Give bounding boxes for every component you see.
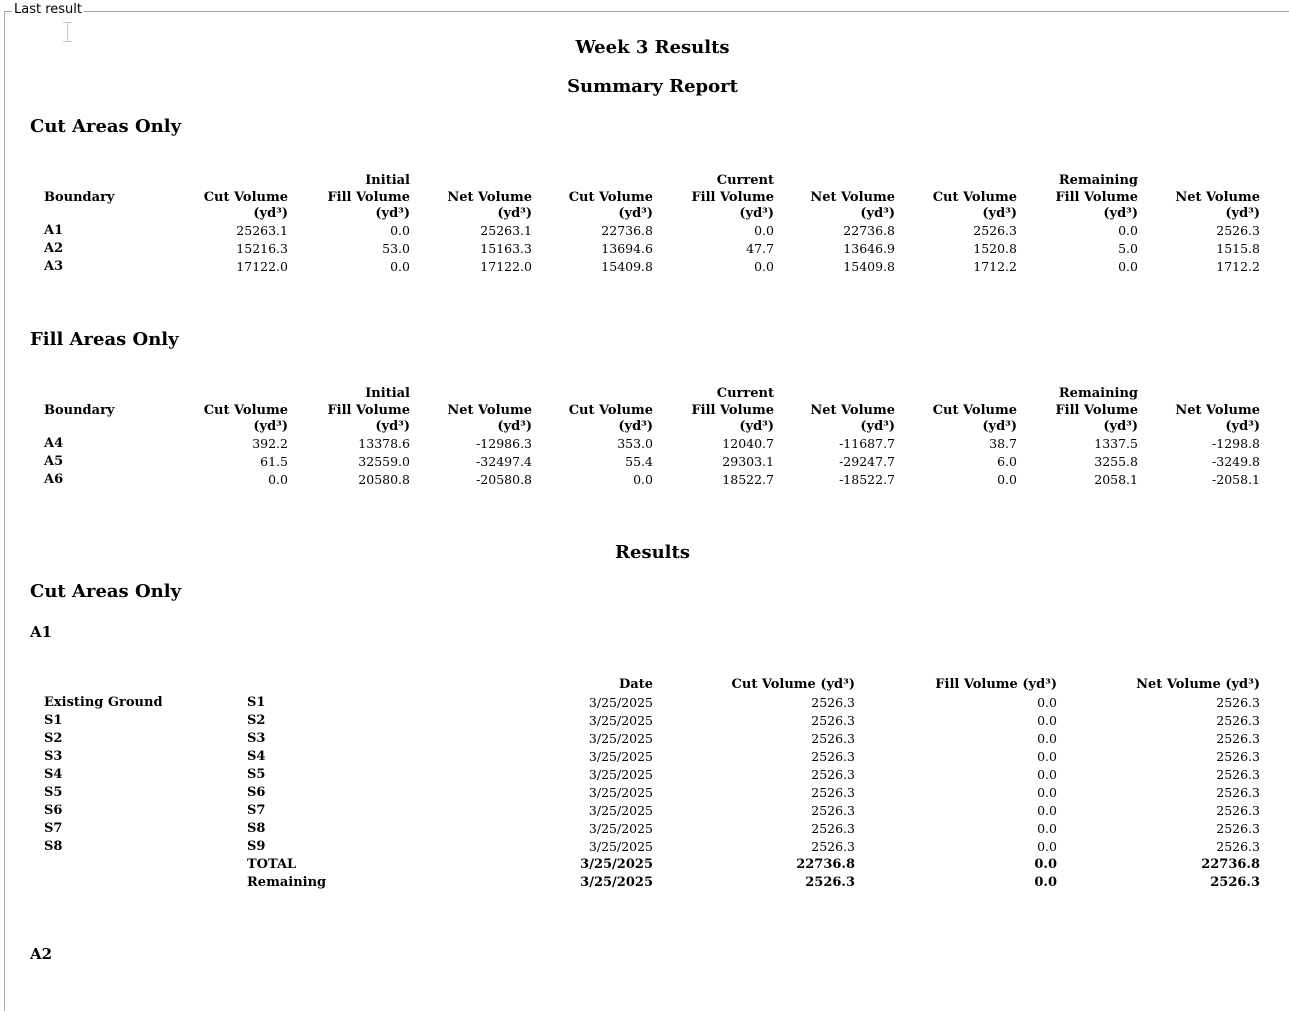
value-cell: 0.0: [997, 472, 1017, 487]
fill-volume-cell: 0.0: [1037, 695, 1057, 710]
value-cell: 18522.7: [722, 472, 774, 487]
boundary-header: Boundary: [44, 190, 115, 205]
net-volume-cell: 2526.3: [1216, 839, 1260, 854]
net-volume-cell: 2526.3: [1216, 767, 1260, 782]
value-cell: 1515.8: [1216, 241, 1260, 256]
value-cell: 1712.2: [1216, 259, 1260, 274]
total-cut: 22736.8: [796, 857, 855, 872]
results-cut-heading: Cut Areas Only: [30, 581, 182, 602]
column-header: Cut Volume: [932, 403, 1017, 418]
value-cell: 29303.1: [722, 454, 774, 469]
value-cell: 1337.5: [1094, 436, 1138, 451]
net-volume-cell: 2526.3: [1216, 803, 1260, 818]
table-row: [44, 838, 1260, 856]
value-cell: 13694.6: [601, 241, 653, 256]
column-header: Fill Volume: [691, 190, 774, 205]
boundary-header: Boundary: [44, 403, 115, 418]
to-surface: S8: [247, 821, 266, 836]
table-row: [44, 258, 1260, 276]
value-cell: -1298.8: [1212, 436, 1260, 451]
to-surface: S4: [247, 749, 266, 764]
to-surface: S9: [247, 839, 266, 854]
value-cell: 25263.1: [236, 223, 288, 238]
from-surface: S3: [44, 749, 63, 764]
value-cell: 5.0: [1118, 241, 1138, 256]
table-row: [44, 222, 1260, 240]
value-cell: 0.0: [754, 223, 774, 238]
group-header-cell: [410, 385, 532, 402]
value-cell: 0.0: [390, 259, 410, 274]
group-header-cell: [774, 385, 895, 402]
table-row: [44, 453, 1260, 471]
value-cell: 38.7: [989, 436, 1017, 451]
date-cell: 3/25/2025: [588, 821, 653, 836]
cut-volume-cell: 2526.3: [811, 767, 855, 782]
fill-volume-cell: 0.0: [1037, 749, 1057, 764]
unit-header: (yd³): [497, 419, 532, 434]
table-row: [44, 820, 1260, 838]
date-cell: 3/25/2025: [588, 713, 653, 728]
cut-volume-cell: 2526.3: [811, 785, 855, 800]
group-header-cell: [1138, 385, 1260, 402]
value-cell: 12040.7: [722, 436, 774, 451]
group-header-cell: Initial: [365, 173, 410, 188]
column-header: Fill Volume: [691, 403, 774, 418]
unit-header: (yd³): [1225, 206, 1260, 221]
value-cell: 0.0: [1118, 259, 1138, 274]
value-cell: 2526.3: [973, 223, 1017, 238]
value-cell: 17122.0: [236, 259, 288, 274]
total-fill: 0.0: [1034, 875, 1057, 890]
fill-volume-cell: 0.0: [1037, 767, 1057, 782]
boundary-name: A1: [44, 223, 64, 238]
table-row: [44, 748, 1260, 766]
column-header-row: [44, 402, 1260, 419]
value-cell: 22736.8: [601, 223, 653, 238]
boundary-name: A5: [44, 454, 64, 469]
column-header: Fill Volume: [1055, 190, 1138, 205]
column-header: Fill Volume: [327, 190, 410, 205]
value-cell: 15216.3: [236, 241, 288, 256]
column-header: Net Volume: [810, 190, 895, 205]
value-cell: -11687.7: [839, 436, 895, 451]
column-header-row: [44, 189, 1260, 206]
net-volume-cell: 2526.3: [1216, 821, 1260, 836]
results-heading: Results: [615, 542, 690, 563]
value-cell: -20580.8: [476, 472, 532, 487]
value-cell: 1520.8: [973, 241, 1017, 256]
date-cell: 3/25/2025: [588, 803, 653, 818]
total-row: [44, 874, 1260, 892]
cut-volume-cell: 2526.3: [811, 749, 855, 764]
cut-volume-cell: 2526.3: [811, 695, 855, 710]
unit-header: (yd³): [1103, 419, 1138, 434]
group-header-cell: [166, 172, 288, 189]
group-header-cell: [532, 172, 653, 189]
value-cell: 53.0: [382, 241, 410, 256]
value-cell: 17122.0: [480, 259, 532, 274]
unit-header: (yd³): [618, 206, 653, 221]
total-spacer: [44, 874, 247, 892]
cut-summary-table: [44, 172, 1260, 276]
column-header: Fill Volume: [327, 403, 410, 418]
column-header: Net Volume: [1175, 190, 1260, 205]
boundary-name: A4: [44, 436, 64, 451]
unit-header: (yd³): [739, 206, 774, 221]
unit-header-row: [44, 206, 1260, 222]
to-surface: S2: [247, 713, 266, 728]
unit-header: (yd³): [253, 419, 288, 434]
header-spacer: [44, 385, 166, 402]
net-volume-cell: 2526.3: [1216, 713, 1260, 728]
table-row: [44, 435, 1260, 453]
a1-title: A1: [30, 623, 53, 641]
value-cell: 353.0: [617, 436, 653, 451]
group-header-row: [44, 172, 1260, 189]
table-row: [44, 766, 1260, 784]
unit-header: (yd³): [860, 206, 895, 221]
fill-summary-heading: Fill Areas Only: [30, 329, 179, 350]
date-cell: 3/25/2025: [588, 695, 653, 710]
group-header-cell: Initial: [365, 386, 410, 401]
from-surface: S4: [44, 767, 63, 782]
value-cell: 2058.1: [1094, 472, 1138, 487]
value-cell: 2526.3: [1216, 223, 1260, 238]
column-header: Net Volume: [1175, 403, 1260, 418]
value-cell: 55.4: [625, 454, 653, 469]
value-cell: 15163.3: [480, 241, 532, 256]
total-date: 3/25/2025: [580, 857, 653, 872]
group-header-cell: [166, 385, 288, 402]
value-cell: -32497.4: [476, 454, 532, 469]
group-header-cell: Current: [716, 173, 774, 188]
column-header: Cut Volume: [932, 190, 1017, 205]
table-row: [44, 240, 1260, 258]
panel-legend: Last result: [14, 2, 82, 17]
header-spacer: [44, 676, 247, 694]
column-header: Net Volume: [447, 190, 532, 205]
unit-header: (yd³): [1103, 206, 1138, 221]
column-header: Cut Volume: [568, 190, 653, 205]
unit-header: (yd³): [253, 206, 288, 221]
value-cell: -18522.7: [839, 472, 895, 487]
to-surface: S5: [247, 767, 266, 782]
total-net: 2526.3: [1210, 875, 1260, 890]
total-net: 22736.8: [1201, 857, 1260, 872]
unit-header: (yd³): [982, 206, 1017, 221]
table-row: [44, 784, 1260, 802]
value-cell: 13378.6: [358, 436, 410, 451]
unit-header: (yd³): [860, 419, 895, 434]
boundary-name: A3: [44, 259, 64, 274]
value-cell: -3249.8: [1212, 454, 1260, 469]
report-title: Week 3 Results: [575, 37, 730, 58]
group-header-cell: [1138, 172, 1260, 189]
from-surface: S8: [44, 839, 63, 854]
value-cell: 61.5: [260, 454, 288, 469]
cut-volume-cell: 2526.3: [811, 713, 855, 728]
value-cell: 0.0: [390, 223, 410, 238]
value-cell: 3255.8: [1094, 454, 1138, 469]
unit-header: (yd³): [1225, 419, 1260, 434]
to-surface: S6: [247, 785, 266, 800]
group-header-cell: [895, 385, 1017, 402]
unit-header: (yd³): [375, 419, 410, 434]
from-surface: S7: [44, 821, 63, 836]
group-header-cell: [532, 385, 653, 402]
unit-header: (yd³): [497, 206, 532, 221]
value-cell: 22736.8: [843, 223, 895, 238]
total-label: Remaining: [247, 875, 327, 890]
value-cell: -2058.1: [1212, 472, 1260, 487]
group-header-row: [44, 385, 1260, 402]
column-header: Net Volume: [447, 403, 532, 418]
fill-volume-cell: 0.0: [1037, 731, 1057, 746]
cut-volume-cell: 2526.3: [811, 731, 855, 746]
value-cell: 13646.9: [843, 241, 895, 256]
to-surface: S3: [247, 731, 266, 746]
to-surface: S7: [247, 803, 266, 818]
value-cell: 25263.1: [480, 223, 532, 238]
unit-header: (yd³): [982, 419, 1017, 434]
fill-volume-cell: 0.0: [1037, 821, 1057, 836]
value-cell: 0.0: [754, 259, 774, 274]
total-date: 3/25/2025: [580, 875, 653, 890]
cut-volume-cell: 2526.3: [811, 803, 855, 818]
value-cell: 0.0: [1118, 223, 1138, 238]
fill-volume-cell: 0.0: [1037, 713, 1057, 728]
group-header-cell: Remaining: [1058, 173, 1138, 188]
boundary-name: A6: [44, 472, 64, 487]
group-header-cell: [895, 172, 1017, 189]
fill-volume-cell: 0.0: [1037, 803, 1057, 818]
cut-volume-header: Cut Volume (yd³): [731, 677, 855, 692]
total-fill: 0.0: [1034, 857, 1057, 872]
value-cell: 6.0: [997, 454, 1017, 469]
net-volume-header: Net Volume (yd³): [1136, 677, 1260, 692]
table-row: [44, 471, 1260, 489]
value-cell: 392.2: [252, 436, 288, 451]
value-cell: 32559.0: [358, 454, 410, 469]
from-surface: Existing Ground: [44, 695, 163, 710]
net-volume-cell: 2526.3: [1216, 695, 1260, 710]
value-cell: 0.0: [633, 472, 653, 487]
date-cell: 3/25/2025: [588, 731, 653, 746]
unit-header: (yd³): [739, 419, 774, 434]
report-subtitle: Summary Report: [567, 76, 738, 97]
fill-summary-table: [44, 385, 1260, 489]
to-surface: S1: [247, 695, 266, 710]
date-cell: 3/25/2025: [588, 785, 653, 800]
value-cell: 20580.8: [358, 472, 410, 487]
unit-header: (yd³): [618, 419, 653, 434]
group-header-cell: [774, 172, 895, 189]
a2-title: A2: [30, 945, 53, 963]
date-cell: 3/25/2025: [588, 767, 653, 782]
table-row: [44, 802, 1260, 820]
unit-header: (yd³): [375, 206, 410, 221]
total-cut: 2526.3: [805, 875, 855, 890]
from-surface: S1: [44, 713, 63, 728]
total-spacer: [44, 856, 247, 874]
value-cell: 47.7: [746, 241, 774, 256]
column-header: Cut Volume: [203, 190, 288, 205]
group-header-cell: Current: [716, 386, 774, 401]
net-volume-cell: 2526.3: [1216, 749, 1260, 764]
cut-volume-cell: 2526.3: [811, 821, 855, 836]
from-surface: S2: [44, 731, 63, 746]
unit-spacer: [44, 419, 166, 435]
from-surface: S5: [44, 785, 63, 800]
fill-volume-header: Fill Volume (yd³): [935, 677, 1057, 692]
value-cell: 15409.8: [601, 259, 653, 274]
fill-volume-cell: 0.0: [1037, 839, 1057, 854]
date-header: Date: [619, 677, 653, 692]
a1-results-table: [44, 676, 1260, 892]
unit-header-row: [44, 419, 1260, 435]
column-header: Fill Volume: [1055, 403, 1138, 418]
fill-volume-cell: 0.0: [1037, 785, 1057, 800]
date-cell: 3/25/2025: [588, 839, 653, 854]
group-header-cell: [410, 172, 532, 189]
table-row: [44, 730, 1260, 748]
table-row: [44, 712, 1260, 730]
column-header: Net Volume: [810, 403, 895, 418]
boundary-name: A2: [44, 241, 64, 256]
header-spacer: [44, 172, 166, 189]
table-row: [44, 694, 1260, 712]
value-cell: -29247.7: [839, 454, 895, 469]
total-row: [44, 856, 1260, 874]
net-volume-cell: 2526.3: [1216, 785, 1260, 800]
value-cell: 0.0: [268, 472, 288, 487]
group-header-cell: Remaining: [1058, 386, 1138, 401]
results-header-row: [44, 676, 1260, 694]
value-cell: 1712.2: [973, 259, 1017, 274]
unit-spacer: [44, 206, 166, 222]
column-header: Cut Volume: [568, 403, 653, 418]
net-volume-cell: 2526.3: [1216, 731, 1260, 746]
cut-summary-heading: Cut Areas Only: [30, 116, 182, 137]
date-cell: 3/25/2025: [588, 749, 653, 764]
total-label: TOTAL: [247, 857, 297, 872]
header-spacer: [247, 676, 397, 694]
cut-volume-cell: 2526.3: [811, 839, 855, 854]
from-surface: S6: [44, 803, 63, 818]
column-header: Cut Volume: [203, 403, 288, 418]
value-cell: 15409.8: [843, 259, 895, 274]
value-cell: -12986.3: [476, 436, 532, 451]
